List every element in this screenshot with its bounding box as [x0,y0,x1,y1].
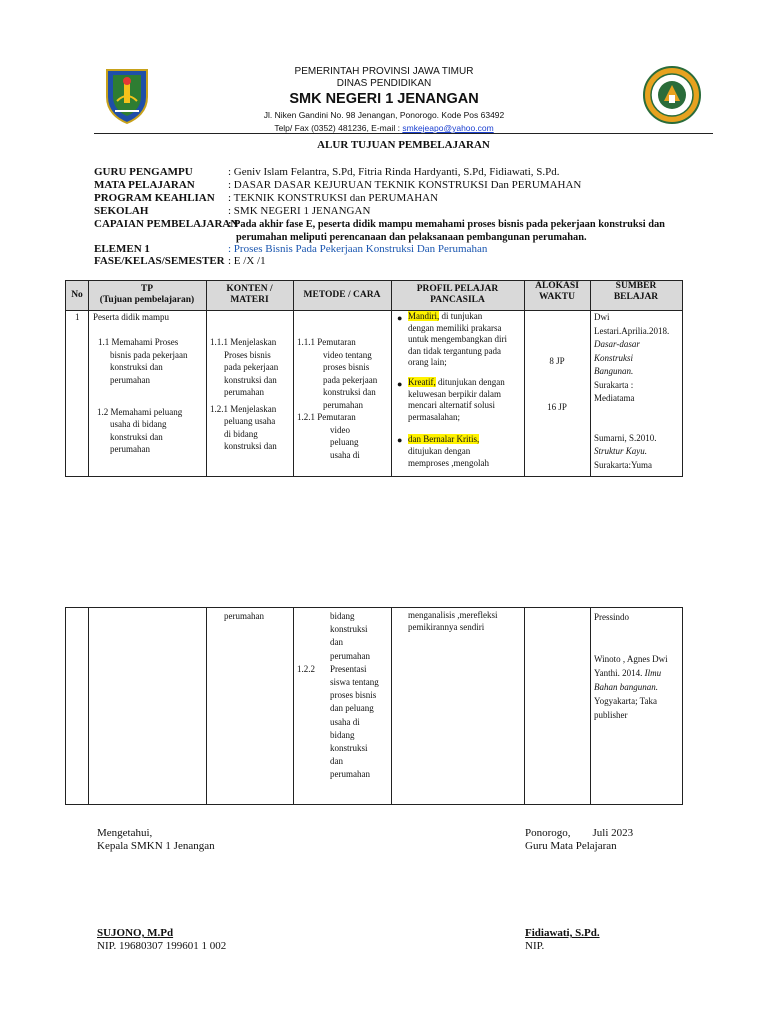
signature-right-name: Fidiawati, S.Pd. [525,927,600,939]
signature-right-name-block [525,927,600,953]
school-gear-logo [642,65,702,125]
meta-elemen-label: ELEMEN 1 [94,243,150,255]
sumber-line: Surakarta:Yuma [594,459,652,470]
tp-line: bisnis pada pekerjaan [110,349,188,360]
konten-line: Proses bisnis [224,349,271,360]
col-divider [206,608,207,804]
header-government: PEMERINTAH PROVINSI JAWA TIMUR [294,66,474,77]
col-divider [524,608,525,804]
meta-guru-label: GURU PENGAMPU [94,166,193,178]
col-divider [293,608,294,804]
sumber-text: Yanthi. 2014. [594,668,643,678]
meta-cp-value-line2: perumahan meliputi perencanaan dan pelaksanaan pembangunan perumahan. [236,232,587,243]
konten-line: di bidang [224,428,258,439]
profil-line [408,433,523,445]
meta-sekolah-label: SEKOLAH [94,205,149,217]
signature-left-role: Kepala SMKN 1 Jenangan [97,840,215,852]
meta-cp-label: CAPAIAN PEMBELAJARAN [94,218,239,230]
bullet-icon: ● [397,435,403,445]
col-divider [391,281,392,476]
profil-line: memproses ,mengolah [408,458,489,468]
profil-line: dan tidak tergantung pada [408,345,502,356]
tp-line [93,324,205,337]
meta-elemen-value: : Proses Bisnis Pada Pekerjaan Konstruksi Dan Perumahan [228,243,488,255]
meta-cp-value-line1: : Pada akhir fase E, peserta didik mampu memahami proses bisnis pada pekerjaan konstruksi dan [228,219,665,230]
tp-line: usaha di bidang [110,419,167,429]
sumber-line: Bahan bangunan. [594,682,658,692]
konten-line: 1.2.1 Menjelaskan [210,403,277,414]
metode-line: siswa tentang [330,677,379,688]
header-profil-line2: PANCASILA [430,295,485,305]
document-title: ALUR TUJUAN PEMBELAJARAN [317,139,490,151]
row1-metode [297,311,390,461]
profil-line: orang lain; [408,357,447,367]
col-divider [590,281,591,476]
metode-line [297,311,390,324]
sumber-italic: Ilmu [644,668,662,678]
bullet-icon: ● [397,379,403,389]
meta-sekolah-value: : SMK NEGERI 1 JENANGAN [228,205,371,217]
konten-line: konstruksi dan [224,374,277,385]
header-alokasi-line1: ALOKASI [535,281,579,291]
signature-right [525,827,633,853]
row1-profil-kreatif [408,377,523,423]
metode-line: perumahan [330,769,370,780]
metode-line: video tentang [323,349,372,360]
profil-text: ditunjukan dengan [435,377,505,387]
signature-right-role: Guru Mata Pelajaran [525,840,617,852]
east-java-emblem-logo [103,67,151,125]
profil-highlight-mandiri: Mandiri, [408,311,440,321]
meta-mapel-value: : DASAR DASAR KEJURUAN TEKNIK KONSTRUKSI Dan PERUMAHAN [228,179,582,191]
header-contact-prefix: Telp/ Fax (0352) 481236, E-mail : [274,123,403,133]
sumber-line: Sumarni, S.2010. [594,432,657,443]
konten-line: konstruksi dan [224,441,277,451]
sumber-line: publisher [594,710,628,720]
metode-line: pada pekerjaan [323,374,378,385]
signature-left-nip: NIP. 19680307 199601 1 002 [97,940,227,952]
meta-fase-value: : E /X /1 [228,255,266,267]
col-divider [590,608,591,804]
learning-table-part1 [65,280,683,477]
signature-left-acknowledged: Mengetahui, [97,827,153,839]
metode-line: dan [330,637,343,648]
col-divider [293,281,294,476]
metode-line: bidang [330,611,355,621]
header-sumber [590,281,682,303]
sumber-line: Struktur Kayu. [594,446,647,456]
profil-line: pemikirannya sendiri [408,621,485,632]
sumber-line: Bangunan. [594,366,634,376]
header-email-link[interactable]: smkejeapo@yahoo.com [402,123,494,133]
metode-line [297,324,390,337]
header-tp [88,284,206,306]
header-metode: METODE / CARA [303,290,381,300]
header-divider [94,133,713,134]
tp-line: Peserta didik mampu [93,312,169,322]
profil-line: dengan memiliki prakarsa [408,322,502,333]
col-divider [88,608,89,804]
metode-line: usaha di [330,716,360,727]
profil-line [408,377,523,389]
tp-line: konstruksi dan [110,431,163,442]
meta-program-value: : TEKNIK KONSTRUKSI dan PERUMAHAN [228,192,439,204]
row1-alokasi-2: 16 JP [547,402,567,412]
sumber-line: Surakarta : [594,379,634,390]
sumber-line: Konstruksi [594,352,634,363]
profil-line: untuk mengembangkan diri [408,334,507,344]
sumber-line: Mediatama [594,393,635,403]
profil-line: mencari alternatif solusi [408,400,495,410]
header-department: DINAS PENDIDIKAN [336,78,432,89]
meta-mapel-label: MATA PELAJARAN [94,179,195,191]
metode-line: video [330,424,350,435]
row1-profil-bernalar [408,433,523,469]
sumber-line [594,666,682,680]
header-address: Jl. Niken Gandini No. 98 Jenangan, Ponorogo. Kode Pos 63492 [263,110,505,120]
metode-line: perumahan [330,650,370,661]
profil-line [408,311,523,323]
konten-line: pada pekerjaan [224,362,279,372]
konten-line: 1.1.1 Menjelaskan [210,337,277,347]
sumber-spacer [594,406,682,432]
metode-line: proses bisnis [330,690,377,701]
tp-line: 1.1 Memahami Proses [98,337,179,347]
tp-line [93,386,205,399]
col-divider [391,608,392,804]
profil-line: menganalisis ,merefleksi [408,610,498,620]
tp-line: konstruksi dan [110,362,163,372]
metode-line: 1.2.1 Pemutaran [297,412,356,422]
row2-sumber [594,610,682,722]
metode-line: dan [330,756,343,767]
sumber-line: Winoto , Agnes Dwi [594,654,668,664]
signature-left-name-block [97,927,226,953]
metode-line: konstruksi dan [323,387,376,397]
metode-line: 1.1.1 Pemutaran [297,337,356,347]
tp-line: perumahan [110,374,150,385]
profil-line: permasalahan; [408,411,460,422]
konten-line [210,324,292,337]
metode-number: 1.2.2 [297,663,315,674]
sumber-line: Dwi [594,312,610,322]
metode-line: peluang [330,437,359,447]
header-profil-line1: PROFIL PELAJAR [416,284,499,294]
metode-line [297,663,390,676]
tp-line: perumahan [110,444,150,454]
row1-no: 1 [75,312,80,322]
metode-line: dan peluang [330,703,374,714]
header-konten-line2: MATERI [230,295,269,305]
header-alokasi-line2: WAKTU [539,292,575,302]
header-tp-line2: (Tujuan pembelajaran) [99,295,195,305]
header-school-name: SMK NEGERI 1 JENANGAN [289,91,479,107]
header-no: No [71,290,83,300]
signature-right-place-date: Ponorogo, Juli 2023 [525,827,634,839]
sumber-line: Lestari.Aprilia.2018. [594,325,670,336]
bullet-icon: ● [397,313,403,323]
header-tp-line1: TP [140,284,154,294]
col-divider [524,281,525,476]
row2-konten: perumahan [224,611,264,621]
tp-line [93,399,205,406]
signature-left [97,827,215,853]
metode-line: bidang [330,729,355,740]
row1-sumber [594,311,682,472]
sumber-line: Dasar-dasar [594,339,640,349]
header-alokasi [524,281,590,303]
metode-line: proses bisnis [323,362,370,372]
profil-highlight-kreatif: Kreatif, [408,377,436,387]
learning-table-part2 [65,607,683,805]
profil-line: ditujukan dengan [408,446,471,456]
sumber-line: Pressindo [594,612,630,622]
row2-metode [297,610,390,782]
sumber-line: Yogyakarta; Taka [594,696,658,706]
row2-profil [408,610,523,633]
header-profil [391,284,524,306]
row1-konten [210,311,292,453]
profil-highlight-bernalar: dan Bernalar Kritis, [408,434,480,444]
signature-right-nip: NIP. [525,940,545,952]
col-divider [206,281,207,476]
col-divider [88,281,89,476]
konten-line: peluang usaha [224,416,276,426]
sumber-spacer [594,624,682,652]
header-sumber-line2: BELAJAR [613,292,659,302]
metode-text: Presentasi [330,663,367,674]
konten-line [210,311,292,324]
row1-tp [93,311,205,456]
row1-profil-mandiri [408,311,523,369]
signature-left-name: SUJONO, M.Pd [97,927,174,939]
tp-line: 1.2 Memahami peluang [97,406,183,417]
meta-guru-value: : Geniv Islam Felantra, S.Pd, Fitria Rinda Hardyanti, S.Pd, Fidiawati, S.Pd. [228,166,560,178]
profil-line: keluwesan berpikir dalam [408,388,501,399]
konten-line: perumahan [224,387,264,397]
header-sumber-line1: SUMBER [615,281,657,291]
header-konten [206,284,293,306]
metode-line: konstruksi [330,624,368,635]
metode-line: konstruksi [330,743,368,754]
row1-alokasi-1: 8 JP [549,356,565,366]
metode-line: perumahan [323,399,363,410]
profil-text: di tunjukan [439,311,483,321]
header-konten-line1: KONTEN / [226,284,273,294]
meta-fase-label: FASE/KELAS/SEMESTER [94,255,225,267]
metode-line: usaha di [330,449,360,460]
header-block [150,66,618,134]
meta-program-label: PROGRAM KEAHLIAN [94,192,215,204]
